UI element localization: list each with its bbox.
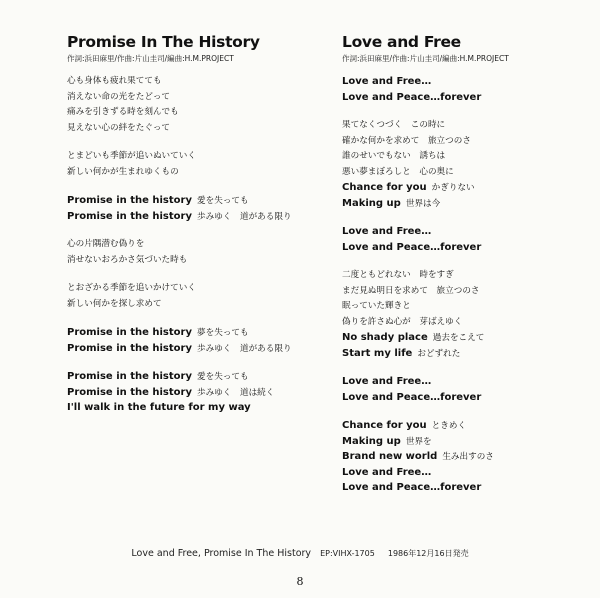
lyric-line: [67, 193, 317, 209]
lyric-japanese: 愛を失っても: [197, 372, 249, 382]
lyric-japanese: 歩みゆく 道がある限り: [197, 343, 292, 354]
stanza: [67, 149, 317, 180]
lyrics-body: [67, 74, 317, 416]
lyric-line: [342, 149, 582, 165]
lyric-japanese: 夢を失っても: [197, 328, 249, 338]
lyric-line: [342, 284, 582, 300]
lyric-line: [67, 237, 317, 253]
lyrics-column-left: [67, 32, 317, 429]
lyric-line: [67, 253, 317, 269]
lyric-english: Love and Peace…forever: [342, 241, 482, 253]
lyric-japanese: 二度ともどれない 時をすぎ: [342, 270, 454, 280]
lyric-english: Chance for you: [342, 182, 427, 193]
lyric-english: Love and Free…: [342, 466, 432, 478]
lyric-line: [342, 330, 582, 346]
stanza: [67, 74, 317, 136]
lyric-line: [342, 390, 582, 406]
lyric-line: [67, 341, 317, 357]
lyric-japanese: 確かな何かを求めて 旅立つのさ: [342, 135, 471, 146]
lyric-line: [67, 149, 317, 165]
lyric-english: Promise in the history: [67, 386, 192, 398]
lyric-japanese: 世界は今: [405, 198, 441, 209]
lyric-line: [67, 369, 317, 385]
lyric-line: [67, 105, 317, 121]
stanza: [67, 325, 317, 356]
lyric-line: [67, 325, 317, 341]
stanza: [342, 74, 582, 105]
lyric-line: [342, 165, 582, 181]
lyric-line: [342, 374, 582, 390]
lyric-english: Love and Free…: [342, 376, 432, 387]
footer-titles: Love and Free, Promise In The History: [131, 548, 312, 559]
lyric-english: No shady place: [342, 332, 428, 343]
lyric-japanese: 世界を: [405, 436, 432, 447]
lyric-japanese: おどずれた: [417, 348, 461, 359]
lyric-japanese: 消えない命の光をたどって: [67, 91, 170, 102]
song-credits: 作詞:浜田麻里/作曲:片山圭司/編曲:H.M.PROJECT: [342, 54, 509, 63]
lyric-japanese: 心の片隅潜む偽りを: [67, 239, 145, 249]
lyric-line: [342, 134, 582, 150]
lyric-line: [67, 281, 317, 297]
lyric-line: [342, 480, 582, 496]
lyric-line: [342, 224, 582, 240]
lyric-english: Love and Free…: [342, 226, 432, 237]
lyric-japanese: 眠っていた輝きと: [342, 301, 411, 311]
lyric-english: Promise in the history: [67, 195, 192, 206]
lyrics-body: [342, 74, 582, 496]
lyric-japanese: 偽りを許さぬ心が 芽ばえゆく: [342, 316, 463, 327]
stanza: [67, 237, 317, 268]
lyric-japanese: 誰のせいでもない 誘ちは: [342, 151, 446, 161]
song-title: Love and Free: [342, 33, 461, 51]
lyric-line: [342, 346, 582, 362]
lyric-line: [67, 209, 317, 225]
lyric-english: Chance for you: [342, 420, 427, 431]
release-footer: [0, 548, 600, 559]
page-number: 8: [296, 575, 304, 588]
lyric-japanese: 生み出すのさ: [442, 452, 494, 462]
stanza: [67, 281, 317, 312]
lyric-japanese: とまどいも季節が追いぬいていく: [67, 151, 196, 161]
release-date: 1986年12月16日発売: [387, 549, 469, 558]
lyric-japanese: まだ見ぬ明日を求めて 旅立つのさ: [342, 285, 480, 296]
stanza: [67, 369, 317, 416]
lyric-english: Start my life: [342, 347, 413, 359]
stanza: [67, 193, 317, 224]
lyric-japanese: 愛を失っても: [197, 196, 249, 206]
lyric-line: [342, 118, 582, 134]
stanza: [342, 268, 582, 361]
lyric-line: [342, 90, 582, 106]
stanza: [342, 418, 582, 496]
lyric-line: [67, 385, 317, 401]
song-credits: 作詞:浜田麻里/作曲:片山圭司/編曲:H.M.PROJECT: [67, 54, 234, 63]
lyric-line: [67, 165, 317, 181]
lyric-line: [342, 418, 582, 434]
lyric-line: [67, 121, 317, 137]
lyric-line: [342, 299, 582, 315]
lyric-japanese: 痛みを引きずる時を刻んでも: [67, 107, 179, 117]
lyric-line: [67, 400, 317, 416]
lyric-english: Making up: [342, 197, 401, 209]
lyric-english: Love and Peace…forever: [342, 91, 482, 103]
lyric-japanese: 新しい何かを探し求めて: [67, 298, 162, 309]
lyric-english: Making up: [342, 435, 401, 447]
lyric-japanese: 消せないおろかさ気づいた時も: [67, 254, 188, 265]
lyric-line: [342, 315, 582, 331]
lyric-japanese: 過去をこえて: [432, 333, 485, 343]
lyric-line: [342, 240, 582, 256]
lyric-english: Love and Free…: [342, 76, 432, 87]
stanza: [342, 118, 582, 211]
lyric-line: [67, 74, 317, 90]
lyric-line: [342, 465, 582, 481]
lyric-japanese: 悪い夢まぼろしと 心の奥に: [342, 166, 454, 177]
lyric-japanese: 果てなくつづく この時に: [342, 120, 446, 130]
lyric-english: Love and Peace…forever: [342, 482, 482, 493]
lyric-english: Promise in the history: [67, 371, 192, 382]
lyric-japanese: 歩みゆく 道がある限り: [197, 211, 292, 222]
lyrics-column-right: [342, 32, 582, 509]
lyric-english: Promise in the history: [67, 342, 192, 354]
lyric-japanese: 歩みゆく 道は続く: [197, 387, 275, 398]
lyric-english: Promise in the history: [67, 327, 192, 338]
lyric-english: Brand new world: [342, 451, 438, 462]
lyric-japanese: 見えない心の絆をたぐって: [67, 122, 170, 133]
lyric-line: [342, 196, 582, 212]
lyric-english: Love and Peace…forever: [342, 391, 482, 403]
lyric-line: [67, 297, 317, 313]
song-title: Promise In The History: [67, 33, 260, 51]
lyric-line: [342, 268, 582, 284]
lyric-japanese: ときめく: [431, 421, 467, 431]
lyric-japanese: 新しい何かが生まれゆくもの: [67, 166, 179, 177]
lyric-line: [342, 180, 582, 196]
lyric-english: I'll walk in the future for my way: [67, 402, 251, 413]
stanza: [342, 374, 582, 405]
lyric-line: [342, 434, 582, 450]
lyric-japanese: 心も身体も疲れ果てても: [67, 76, 162, 86]
lyric-line: [342, 74, 582, 90]
lyric-japanese: とおざかる季節を追いかけていく: [67, 283, 196, 293]
lyric-line: [67, 90, 317, 106]
stanza: [342, 224, 582, 255]
lyric-japanese: かぎりない: [431, 183, 475, 193]
lyric-english: Promise in the history: [67, 210, 192, 222]
lyric-line: [342, 449, 582, 465]
catalog-number: EP:VIHX-1705: [320, 549, 375, 558]
